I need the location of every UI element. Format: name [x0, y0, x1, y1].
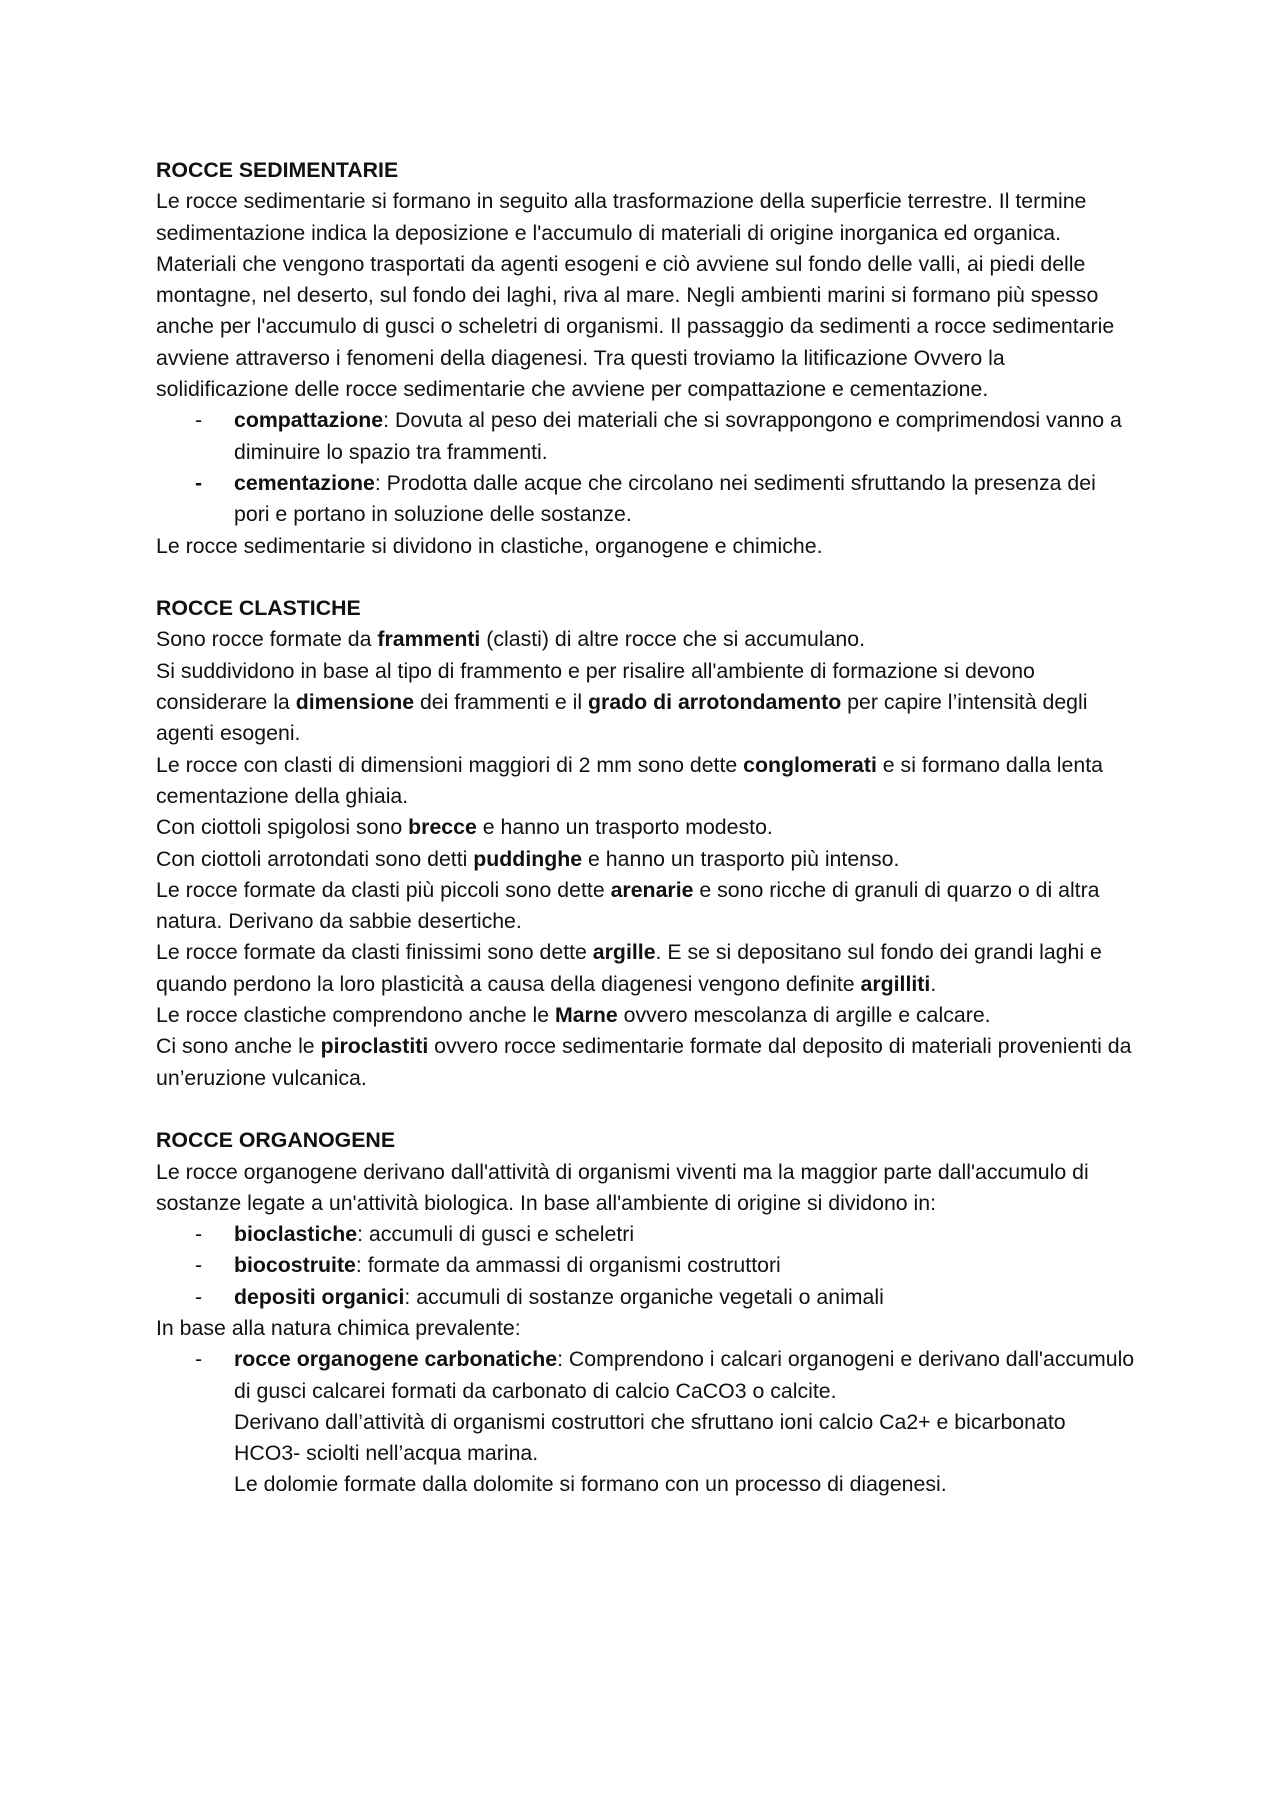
heading-rocce-clastiche: ROCCE CLASTICHE — [156, 596, 361, 621]
paragraph-clastiche-4: Con ciottoli spigolosi sono brecce e hanno un trasporto modesto. — [156, 815, 773, 840]
paragraph-sedimentarie-outro: Le rocce sedimentarie si dividono in clastiche, organogene e chimiche. — [156, 533, 823, 558]
bullet-dash: - — [195, 1284, 203, 1309]
bullet-dash: - — [195, 408, 203, 433]
document-body — [156, 155, 1136, 1501]
list-item — [156, 1282, 1136, 1313]
list-item — [156, 405, 1136, 468]
term-compattazione: compattazione — [234, 408, 384, 433]
blank-line — [156, 1094, 1136, 1125]
definition-text: : Comprendono i calcari organogeni e derivano dall'accumulo di gusci calcarei formati da carbonato di calcio CaCO3 o calcite. — [234, 1347, 1135, 1403]
heading-rocce-sedimentarie: ROCCE SEDIMENTARIE — [156, 158, 399, 182]
paragraph-clastiche-9: Ci sono anche le piroclastiti ovvero rocce sedimentarie formate dal deposito di materiali provenienti da un’eruzione vulcanica. — [156, 1034, 1132, 1090]
definition-text: : accumuli di sostanze organiche vegetali o animali — [404, 1284, 884, 1309]
list-ambiente-origine — [156, 1219, 1136, 1313]
term-depositi-organici: depositi organici — [234, 1284, 405, 1309]
heading-rocce-organogene: ROCCE ORGANOGENE — [156, 1128, 396, 1153]
paragraph-clastiche-6: Le rocce formate da clasti più piccoli sono dette arenarie e sono ricche di granuli di quarzo o di altra natura. Derivano da sabbie desertiche. — [156, 877, 1100, 934]
term-rocce-organogene-carbonatiche: rocce organogene carbonatiche — [234, 1347, 558, 1372]
bullet-dash: - — [195, 1347, 203, 1372]
definition-text: : accumuli di gusci e scheletri — [357, 1222, 635, 1247]
paragraph-clastiche-8: Le rocce clastiche comprendono anche le Marne ovvero mescolanza di argille e calcare. — [156, 1003, 991, 1028]
list-item — [156, 468, 1136, 531]
list-natura-chimica — [156, 1344, 1136, 1500]
definition-text: : formate da ammassi di organismi costruttori — [355, 1253, 781, 1278]
term-bioclastiche: bioclastiche — [234, 1222, 358, 1247]
definition-text: : Prodotta dalle acque che circolano nei sedimenti sfruttando la presenza dei pori e portano in soluzione delle sostanze. — [234, 470, 1096, 527]
paragraph-clastiche-3: Le rocce con clasti di dimensioni maggiori di 2 mm sono dette conglomerati e si formano dalla lenta cementazione della ghiaia. — [156, 752, 1103, 808]
paragraph-organogene-intro: Le rocce organogene derivano dall'attività di organismi viventi ma la maggior parte dall'accumulo di sostanze legate a un'attività biologica. In base all'ambiente di origine si dividono in: — [156, 1159, 1089, 1215]
list-item — [156, 1219, 1136, 1250]
paragraph-clastiche-5: Con ciottoli arrotondati sono detti puddinghe e hanno un trasporto più intenso. — [156, 846, 900, 871]
list-litificazione — [156, 405, 1136, 530]
blank-line — [156, 562, 1136, 593]
term-biocostruite: biocostruite — [234, 1253, 356, 1278]
continuation-text: Derivano dall’attività di organismi costruttori che sfruttano ioni calcio Ca2+ e bicarbonato HCO3- sciolti nell’acqua marina. — [234, 1409, 1066, 1466]
bullet-dash: - — [195, 1222, 203, 1247]
paragraph-clastiche-2: Si suddividono in base al tipo di frammento e per risalire all'ambiente di formazione si devono considerare la dimensione dei frammenti e il grado di arrotondamento per capire l’intensità degli agenti esogeni. — [156, 658, 1088, 746]
paragraph-clastiche-7: Le rocce formate da clasti finissimi sono dette argille. E se si depositano sul fondo dei grandi laghi e quando perdono la loro plasticità a causa della diagenesi vengono definite argilliti. — [156, 940, 1102, 996]
paragraph-clastiche-1: Sono rocce formate da frammenti (clasti) di altre rocce che si accumulano. — [156, 627, 866, 652]
bullet-dash: - — [195, 470, 203, 495]
paragraph-organogene-middle: In base alla natura chimica prevalente: — [156, 1315, 521, 1340]
list-item — [156, 1250, 1136, 1281]
list-item — [156, 1344, 1136, 1500]
continuation-text: Le dolomie formate dalla dolomite si formano con un processo di diagenesi. — [234, 1472, 947, 1497]
definition-text: : Dovuta al peso dei materiali che si sovrappongono e comprimendosi vanno a diminuire lo spazio tra frammenti. — [234, 408, 1122, 464]
bullet-dash: - — [195, 1253, 203, 1278]
paragraph-sedimentarie-intro: Le rocce sedimentarie si formano in seguito alla trasformazione della superficie terrestre. Il termine sedimentazione indica la deposizione e l'accumulo di materiali di origine inorganica ed organica. Materiali che vengono trasportati da agenti esogeni e ciò avviene sul fondo delle valli, ai piedi delle montagne, nel deserto, sul fondo dei laghi, riva al mare. Negli ambienti marini si formano più spesso anche per l'accumulo di gusci o scheletri di organismi. Il passaggio da sedimenti a rocce sedimentarie avviene attraverso i fenomeni della diagenesi. Tra questi troviamo la litificazione Ovvero la solidificazione delle rocce sedimentarie che avviene per compattazione e cementazione. — [156, 189, 1115, 402]
term-cementazione: cementazione — [234, 470, 375, 495]
